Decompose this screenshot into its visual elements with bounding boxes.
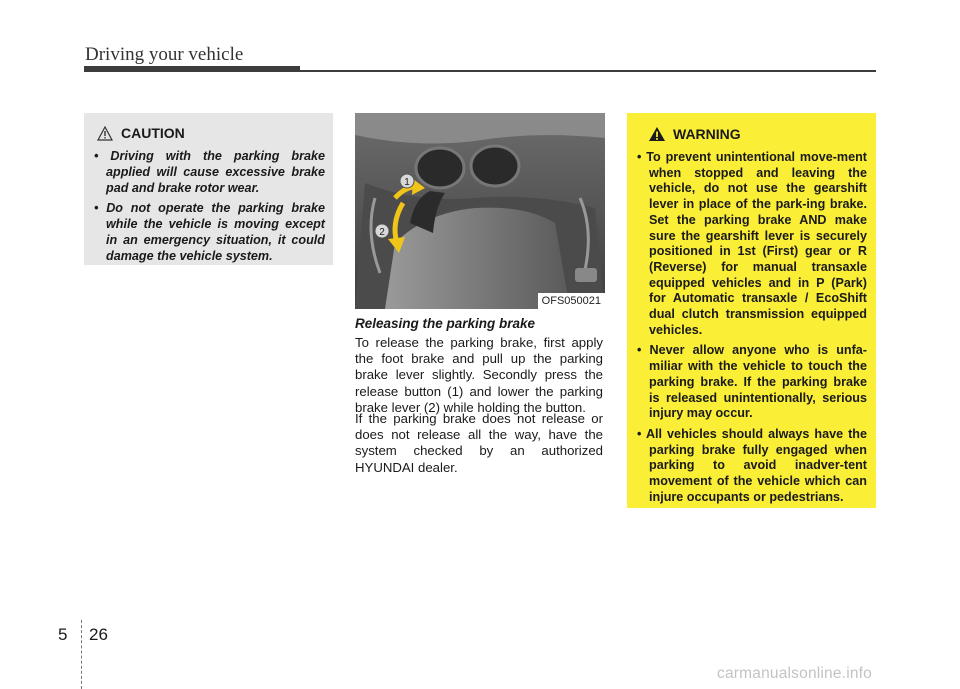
warning-title: WARNING <box>673 126 741 142</box>
page-header-title: Driving your vehicle <box>85 44 244 65</box>
parking-brake-photo <box>355 113 605 309</box>
header-rule-thin <box>300 70 876 72</box>
section-heading: Releasing the parking brake <box>355 316 536 331</box>
page-number: 26 <box>89 625 108 644</box>
chapter-number: 5 <box>58 625 68 644</box>
parking-brake-illustration <box>355 113 605 309</box>
warning-box <box>627 113 876 508</box>
warning-item: • To prevent unintentional move-ment when stopped and leaving the vehicle, do not use the gearshift lever in place of the park-ing brake. Set the parking brake AND make sure the gearshift lever is securely positioned in 1st (First) gear or R (Reverse) for manual transaxle equipped vehicles and in P (Park) for Automatic transaxle / EcoShift dual clutch transmission equipped vehicles. <box>637 150 867 337</box>
caution-header <box>94 122 325 144</box>
caution-title: CAUTION <box>121 125 185 141</box>
footer-divider <box>81 620 82 689</box>
caution-triangle-icon <box>97 126 113 141</box>
callout-1-label: 1 <box>404 177 410 188</box>
warning-item: • All vehicles should always have the parking brake fully engaged when parking to avoid inadver-tent movement of the vehicle which can injure occupants or pedestrians. <box>637 426 867 504</box>
callout-2-label: 2 <box>379 227 385 238</box>
figure-caption: OFS050021 <box>538 293 605 309</box>
body-paragraph: To release the parking brake, first apply the foot brake and pull up the parking brake lever slightly. Secondly press the release button (1) and lower the parking brake lever (2) while holding the button. <box>355 335 603 415</box>
warning-header <box>637 123 867 145</box>
caution-item: • Do not operate the parking brake while the vehicle is moving except in an emergency situation, it could damage the vehicle system. <box>94 201 325 263</box>
caution-item: • Driving with the parking brake applied will cause excessive brake pad and brake rotor wear. <box>94 149 325 195</box>
header-rule-thick <box>84 66 300 72</box>
site-watermark: carmanualsonline.info <box>717 665 872 682</box>
warning-item: • Never allow anyone who is unfa-miliar with the vehicle to touch the parking brake. If the parking brake is released unintentionally, serious injury may occur. <box>637 343 867 421</box>
warning-triangle-icon <box>648 126 666 142</box>
body-paragraph: If the parking brake does not release or does not release all the way, have the system checked by an authorized HYUNDAI dealer. <box>355 411 603 475</box>
caution-box <box>84 113 333 265</box>
